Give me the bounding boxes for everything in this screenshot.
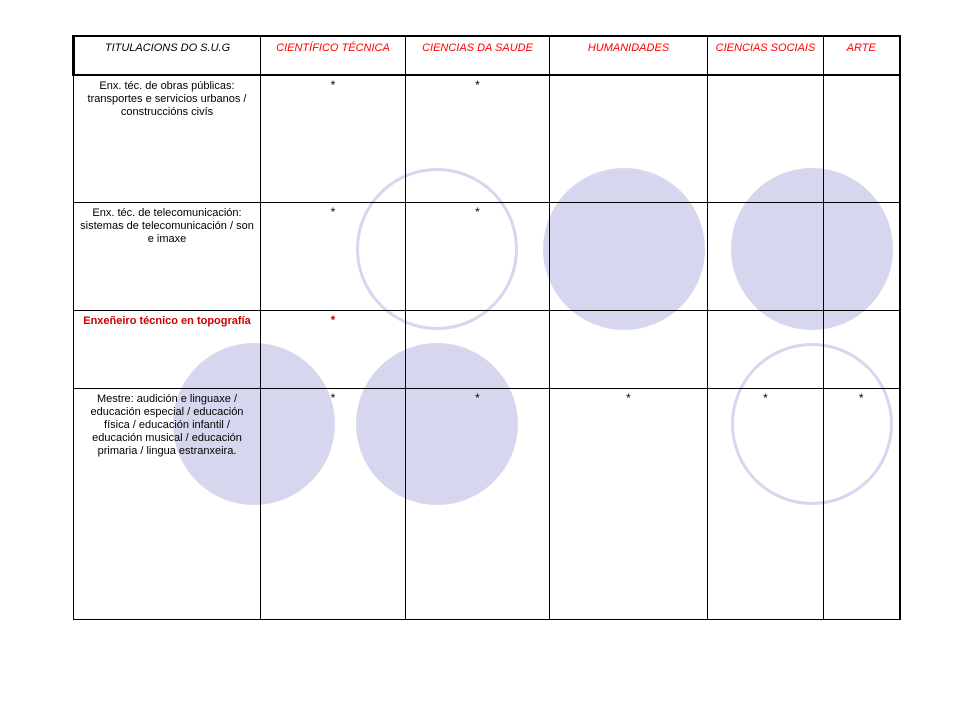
row-mark: *	[261, 310, 406, 388]
header-arte: ARTE	[824, 36, 900, 75]
row-mark: *	[708, 388, 824, 620]
header-row	[74, 36, 900, 75]
row-mark: *	[406, 75, 550, 202]
row-title: Enx. téc. de obras públicas: transportes e servicios urbanos / construccións civís	[74, 75, 261, 202]
row-mark: *	[261, 388, 406, 620]
table-row	[74, 310, 900, 388]
row-mark: *	[261, 75, 406, 202]
row-mark	[550, 202, 708, 310]
row-mark	[824, 202, 900, 310]
row-mark: *	[824, 388, 900, 620]
header-titulacions: TITULACIONS DO S.U.G	[74, 36, 261, 75]
row-mark	[824, 75, 900, 202]
table-row	[74, 388, 900, 620]
row-mark	[708, 310, 824, 388]
row-title: Mestre: audición e linguaxe / educación especial / educación física / educación infantil / educación musical / educación primaria / lingua estranxeira.	[74, 388, 261, 620]
header-ciencias-sociais: CIENCIAS SOCIAIS	[708, 36, 824, 75]
row-title: Enx. téc. de telecomunicación: sistemas de telecomunicación / son e imaxe	[74, 202, 261, 310]
table-row	[74, 75, 900, 202]
row-mark: *	[550, 388, 708, 620]
header-humanidades: HUMANIDADES	[550, 36, 708, 75]
degrees-table	[72, 35, 901, 620]
row-mark	[824, 310, 900, 388]
row-mark	[708, 202, 824, 310]
row-mark: *	[406, 202, 550, 310]
header-cientifico-tecnica: CIENTÍFICO TÉCNICA	[261, 36, 406, 75]
row-mark	[550, 75, 708, 202]
row-mark	[550, 310, 708, 388]
row-mark: *	[406, 388, 550, 620]
table-row	[74, 202, 900, 310]
row-title-highlighted: Enxeñeiro técnico en topografía	[74, 310, 261, 388]
row-mark: *	[261, 202, 406, 310]
row-mark	[406, 310, 550, 388]
row-mark	[708, 75, 824, 202]
header-ciencias-saude: CIENCIAS DA SAUDE	[406, 36, 550, 75]
